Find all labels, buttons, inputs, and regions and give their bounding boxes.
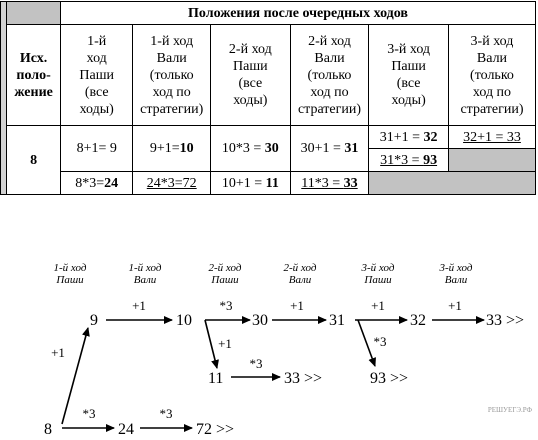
label-valya-1: 1-й ход: [128, 262, 162, 274]
label-pasha-1: 1-й ход: [53, 262, 87, 274]
header-line: (только: [470, 67, 514, 83]
result: 93: [423, 152, 438, 168]
header-line: ходы): [79, 101, 114, 117]
header-line: 3-й ход: [470, 33, 514, 49]
header-initial: [7, 25, 61, 126]
label-valya-2-sub: Вали: [288, 274, 312, 286]
label-valya-2: 2-й ход: [283, 262, 317, 274]
op-8-24: *3: [82, 406, 96, 421]
header-valya-move-3: [448, 25, 535, 126]
expr: 9+1=: [149, 141, 180, 156]
cell-pasha2-a: [211, 126, 291, 172]
header-line: (все: [396, 76, 421, 91]
expr: 8*3=: [75, 175, 105, 191]
result: 31: [344, 141, 359, 156]
result: 30: [264, 141, 279, 156]
cell-valya2-a: [290, 126, 369, 172]
op-10-11: +1: [218, 336, 232, 351]
header-line: ходы): [391, 93, 426, 108]
expr: 31+1 =: [379, 129, 424, 145]
label-pasha-3-sub: Паши: [364, 274, 392, 286]
winning-move: 32+1 = 33: [463, 129, 521, 145]
cell-pasha1-a: 8+1= 9: [61, 126, 133, 172]
op-9-10: +1: [132, 298, 146, 313]
header-line: Вали: [476, 50, 508, 66]
node-33-a: 33 >>: [486, 312, 525, 329]
label-valya-3: 3-й ход: [439, 262, 473, 274]
node-33-b: 33 >>: [284, 370, 323, 387]
op-30-31: +1: [290, 298, 304, 313]
header-line: 2-й ход: [308, 33, 351, 49]
expr: 11*3 =: [301, 175, 344, 191]
label-pasha-2: 2-й ход: [208, 262, 242, 274]
header-valya-move-2: [290, 25, 369, 126]
cell-pasha3-a: [369, 126, 449, 149]
cell-pasha1-b: [61, 172, 133, 195]
table-title: Положения после очередных ходов: [61, 2, 536, 25]
header-line: стратегии): [460, 101, 524, 117]
cell-valya2-b: [290, 172, 369, 195]
result: 32: [423, 129, 438, 145]
result: 10: [179, 141, 194, 156]
node-24: 24: [118, 421, 134, 438]
node-32: 32: [410, 312, 426, 329]
empty-cell: [369, 172, 536, 195]
header-line: (только: [307, 67, 352, 83]
header-line: Паши: [79, 67, 115, 83]
node-11: 11: [208, 370, 224, 387]
header-line: 3-й ход: [387, 42, 431, 57]
result: 24: [104, 175, 119, 191]
winning-move: 24*3=72: [146, 175, 197, 191]
node-30: 30: [252, 312, 268, 329]
label-valya-1-sub: Вали: [133, 274, 157, 286]
header-line: Вали: [156, 50, 187, 66]
edge-31-93: [358, 320, 375, 366]
node-9: 9: [90, 312, 98, 329]
node-31: 31: [329, 312, 345, 329]
header-line: (только: [149, 67, 194, 83]
op-31-32: +1: [371, 298, 385, 313]
table-corner: [7, 2, 61, 25]
cell-valya3-a: [448, 126, 535, 149]
header-line: ходы): [233, 93, 268, 108]
game-tree: [0, 256, 538, 440]
game-table: [0, 1, 536, 195]
header-line: ход по: [472, 84, 512, 100]
header-line: Вали: [314, 50, 345, 66]
header-pasha-move-3: [369, 25, 449, 126]
empty-cell: [448, 149, 535, 172]
node-93: 93 >>: [370, 370, 409, 387]
label-pasha-2-sub: Паши: [211, 274, 239, 286]
expr: 30+1 =: [300, 141, 345, 156]
cell-valya1-b: [133, 172, 211, 195]
header-line: ход по: [152, 84, 191, 100]
header-line: 1-й: [87, 33, 107, 49]
edge-10-11: [205, 320, 217, 368]
initial-position: 8: [7, 126, 61, 195]
op-11-33: *3: [249, 356, 263, 371]
header-initial-line: поло-: [16, 67, 51, 83]
header-line: (все: [84, 84, 109, 100]
expr: 31*3 =: [380, 152, 424, 168]
label-pasha-1-sub: Паши: [56, 274, 84, 286]
op-24-72: *3: [159, 406, 173, 421]
cell-pasha3-b: [369, 149, 449, 172]
header-line: Паши: [391, 59, 426, 74]
header-line: Паши: [233, 59, 268, 74]
label-valya-3-sub: Вали: [444, 274, 468, 286]
op-32-33: +1: [448, 298, 462, 313]
node-8: 8: [44, 421, 52, 438]
watermark: РЕШУЕГЭ.РФ: [487, 406, 532, 414]
op-31-93: *3: [373, 334, 387, 349]
result: 33: [343, 175, 358, 191]
header-line: 2-й ход: [228, 42, 272, 57]
header-line: (все: [238, 76, 263, 91]
header-valya-move-1: [133, 25, 211, 126]
header-line: 1-й ход: [150, 33, 194, 49]
header-line: стратегии): [297, 101, 362, 117]
header-pasha-move-1: [61, 25, 133, 126]
header-line: ход: [86, 50, 107, 66]
result: 11: [265, 175, 279, 191]
node-72: 72 >>: [196, 421, 235, 438]
header-pasha-move-2: [211, 25, 291, 126]
node-10: 10: [176, 312, 192, 329]
expr: 10*3 =: [221, 141, 265, 156]
header-line: ход по: [310, 84, 349, 100]
header-line: стратегии): [140, 101, 204, 117]
op-8-9: +1: [51, 345, 65, 360]
label-pasha-3: 3-й ход: [361, 262, 395, 274]
cell-valya1-a: [133, 126, 211, 172]
expr: 10+1 =: [221, 175, 266, 191]
op-10-30: *3: [219, 298, 233, 313]
cell-pasha2-b: [211, 172, 291, 195]
header-initial-line: жение: [14, 84, 53, 100]
header-initial-line: Исх.: [19, 50, 48, 66]
